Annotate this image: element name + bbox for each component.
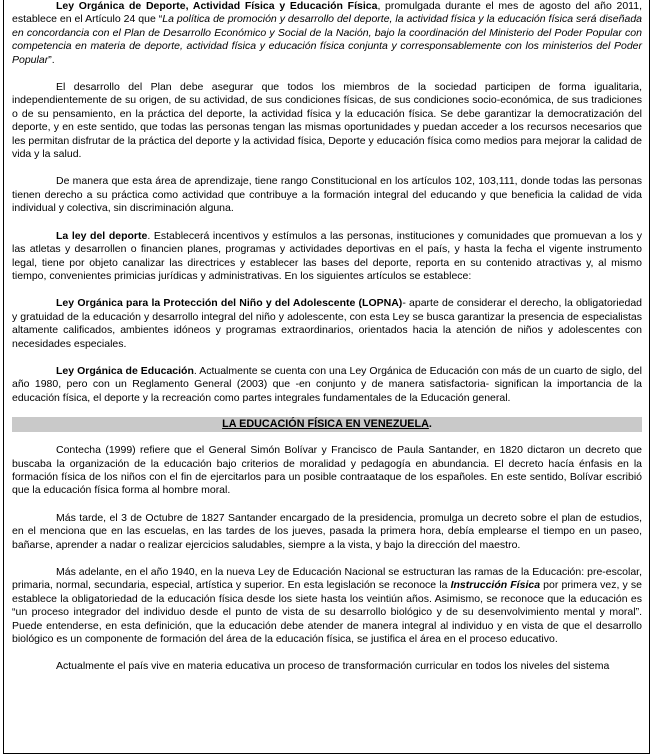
law-name: La ley del deporte (56, 229, 148, 242)
section-heading (12, 417, 642, 432)
section-heading-suffix: . (428, 418, 432, 431)
paragraph-text: ”. (48, 53, 55, 66)
paragraph-actualmente: Actualmente el país vive en materia educativa un proceso de transformación curricular en todos los niveles del sistema (56, 660, 610, 673)
paragraph-santander: Más tarde, el 3 de Octubre de 1827 Santander encargado de la presidencia, promulga un decreto sobre el plan de estudios, en el menciona que en las escuelas, en las tardes de los jueves, pasada la primera hora, debía emplearse el tiempo en un paseo, bañarse, aprender a nadar o realizar ejercicios saludables, siempre a la vista, y bajo la dirección del maestro. (12, 511, 642, 551)
law-quote: La política de promoción y desarrollo del deporte, la actividad física y la educación física será diseñada en concordancia con el Plan de Desarrollo Económico y Social de la Nación, bajo la coordinación del Ministerio del Poder Popular con competencia en materia de deporte, actividad física y educación física conjunta y corresponsablemente con los ministerios del Poder Popular (12, 13, 642, 66)
paragraph-contecha: Contecha (1999) refiere que el General Simón Bolívar y Francisco de Paula Santander, en 1820 dictaron un decreto que buscaba la organización de la educación bajo criterios de moralidad y pedagogía en abundancia. El decreto hacía énfasis en la formación física de los niños con el fin de ejercitarlos para un posible contraataque de los españoles. En este sentido, Bolívar escribió que la educación física forma al hombre moral. (12, 444, 642, 497)
paragraph-ley-educacion (12, 365, 642, 405)
paragraph-text: . Actualmente se cuenta con una Ley Orgánica de Educación con más de un cuarto de siglo, del año 1980, pero con un Reglamento General (2003) que -en conjunto y de manera satisfactoria- significan la importancia de la educación física, el deporte y la recreación como partes integrales fundamentales de la Educación general. (12, 364, 642, 404)
law-name: Ley Orgánica de Deporte, Actividad Física y Educación Física (56, 0, 378, 12)
paragraph-text: Más adelante, en el año 1940, en la nueva Ley de Educación Nacional se estructuran las ramas de la Educación: pre-escolar, primaria, normal, secundaria, especial, artística y superior. En esta legislación se reconoce la (12, 566, 642, 592)
paragraph-text: por primera vez, y se establece la obligatoriedad de la educación física desde los siete hasta los veintiún años. Asimismo, se reconoce que la educación es “un proceso integrador del individuo desde el punto de vista de su desarrollo biológico y de su desenvolvimiento mental y moral”. Puede entenderse, en esta definición, que la educación debe atender de manera integral al individuo y en vista de que el desarrollo biológico es un componente de formación del área de la educación física, se justifica el área en el proceso educativo. (12, 579, 642, 646)
paragraph-text: , promulgada durante el mes de agosto del año 2011, establece en el Artículo 24 que “ (12, 0, 642, 26)
paragraph-text: . Establecerá incentivos y estímulos a las personas, instituciones y comunidades que promuevan a los y las atletas y desarrollen o financien planes, programas y actividades deportivas en el país, y hasta la fecha el vigente instrumento legal, tiene por objeto canalizar las directrices y establecer las bases del deporte, reporta en su contenido atractivas y, al mismo tiempo, convenientes primicias jurídicas y administrativas. En los siguientes artículos se establece: (12, 229, 642, 282)
section-heading-text: LA EDUCACIÓN FÍSICA EN VENEZUELA (222, 418, 429, 431)
law-name: Ley Orgánica de Educación (56, 364, 194, 377)
law-name: Ley Orgánica para la Protección del Niño y del Adolescente (LOPNA) (56, 297, 403, 310)
paragraph-plan: El desarrollo del Plan debe asegurar que todos los miembros de la sociedad participen de forma igualitaria, independientemente de su origen, de su actividad, de sus condiciones físicas, de sus condiciones socio-económica, de sus tradiciones o de su pensamiento, en la práctica del deporte, la actividad física y la educación física. Se debe garantizar la democratización del deporte, y en este sentido, que todas las personas tengan las mismas oportunidades y puedan acceder a los recursos necesarios que les permitan disfrutar de la práctica del deporte y la actividad física, Deporte y educación física como medios para mejorar la calidad de vida y la salud. (12, 81, 642, 161)
paragraph-text: - aparte de considerar el derecho, la obligatoriedad y gratuidad de la educación y desarrollo integral del niño y adolescente, con esta Ley se busca garantizar la presencia de especialistas altamente calificados, ambientes idóneos y programas extraordinarios, orientados hacia la atención de niños y adolescentes con necesidades especiales. (12, 297, 642, 350)
emphasis-term: Instrucción Física (450, 579, 541, 592)
document-body (12, 0, 642, 674)
paragraph-ley-deporte (12, 0, 642, 67)
paragraph-1940 (12, 566, 642, 646)
paragraph-lopna (12, 297, 642, 351)
paragraph-constitucional: De manera que esta área de aprendizaje, tiene rango Constitucional en los artículos 102, 103,111, donde todas las personas tienen derecho a su práctica como actividad que contribuye a la formación integral del educando y que beneficia la calidad de vida individual y colectiva, sin discriminación alguna. (12, 175, 642, 215)
paragraph-ley-del-deporte (12, 230, 642, 284)
